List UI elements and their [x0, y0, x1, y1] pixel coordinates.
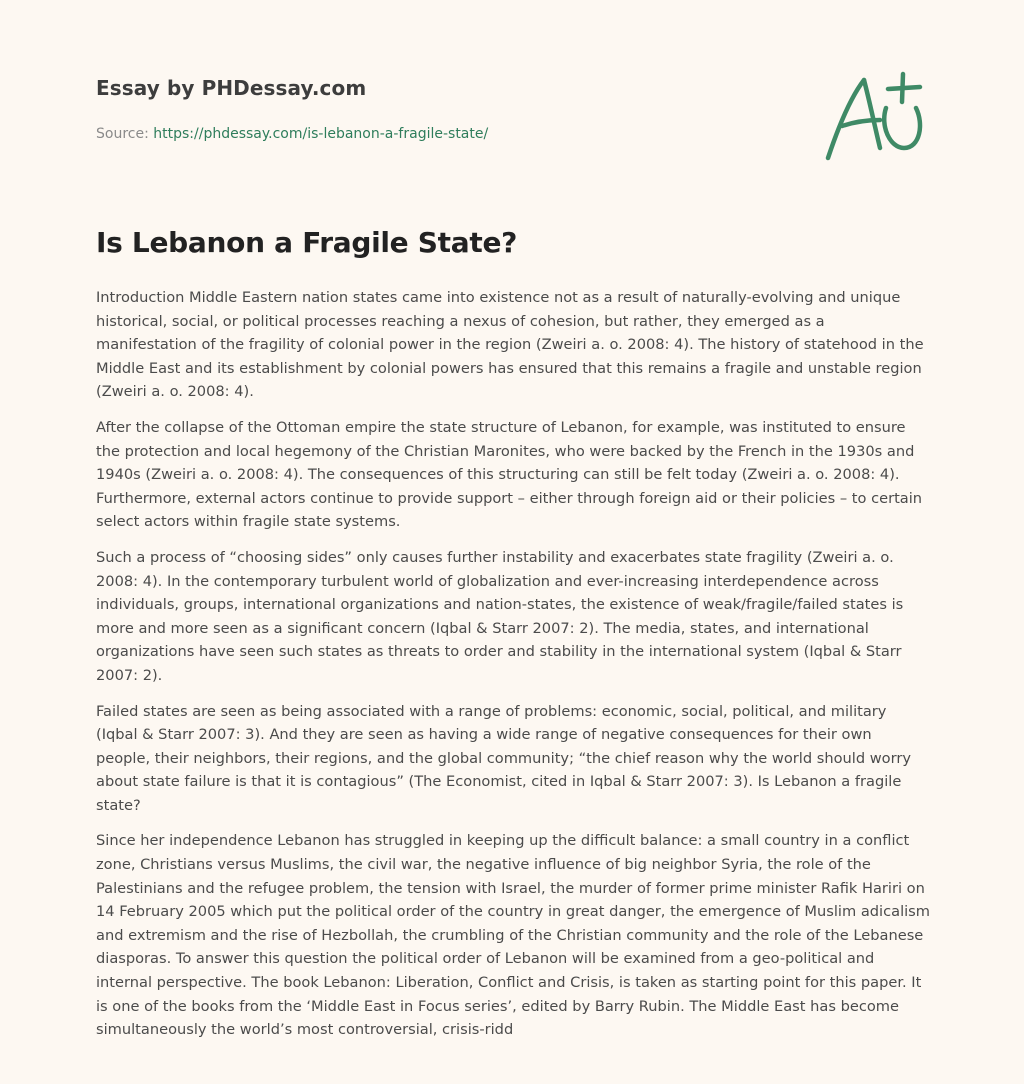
page-header: [96, 76, 696, 142]
essay-paragraph-4: Failed states are seen as being associated with a range of problems: economic, social, political, and military (Iqbal & Starr 2007: 3). And they are seen as having a wide range of negative consequences for their own people, their neighbors, their regions, and the global community; “the chief reason why the world should worry about state failure is that it is contagious” (The Economist, cited in Iqbal & Starr 2007: 3). Is Lebanon a fragile state?: [96, 702, 911, 814]
swoosh-stroke: [884, 108, 920, 148]
site-brand: Essay by PHDessay.com: [96, 76, 367, 100]
source-label: Source:: [96, 126, 154, 142]
essay-body: [96, 286, 930, 1054]
source-line: [96, 126, 696, 142]
essay-paragraph-3: Such a process of “choosing sides” only causes further instability and exacerbates state fragility (Zweiri a. o. 2008: 4). In the contemporary turbulent world of globalization and ever-increasing interdependence across individuals, groups, international organizations and nation-states, the existence of weak/fragile/failed states is more and more seen as a significant concern (Iqbal & Starr 2007: 2). The media, states, and international organizations have seen such states as threats to order and stability in the international system (Iqbal & Starr 2007: 2).: [96, 548, 904, 684]
a-right-stroke: [864, 80, 880, 148]
essay-title: Is Lebanon a Fragile State?: [96, 226, 518, 259]
a-plus-logo-graphic: [820, 68, 930, 168]
essay-paragraph-1: Introduction Middle Eastern nation states came into existence not as a result of naturally-evolving and unique historical, social, or political processes reaching a nexus of cohesion, but rather, they emerged as a manifestation of the fragility of colonial power in the region (Zweiri a. o. 2008: 4). The history of statehood in the Middle East and its establishment by colonial powers has ensured that this remains a fragile and unstable region (Zweiri a. o. 2008: 4).: [96, 289, 924, 401]
source-link[interactable]: https://phdessay.com/is-lebanon-a-fragile-state/: [153, 126, 489, 142]
plus-horizontal: [888, 87, 920, 89]
essay-paragraph-5: Since her independence Lebanon has struggled in keeping up the difficult balance: a small country in a conflict zone, Christians versus Muslims, the civil war, the negative influence of big neighbor Syria, the role of the Palestinians and the refugee problem, the tension with Israel, the murder of former prime minister Rafik Hariri on 14 February 2005 which put the political order of the country in great danger, the emergence of Muslim adicalism and extremism and the rise of Hezbollah, the crumbling of the Christian community and the role of the Lebanese diasporas. To answer this question the political order of Lebanon will be examined from a geo-political and internal perspective. The book Lebanon: Liberation, Conflict and Crisis, is taken as starting point for this paper. It is one of the books from the ‘Middle East in Focus series’, edited by Barry Rubin. The Middle East has become simultaneously the world’s most controversial, crisis-ridd: [96, 832, 930, 1039]
a-left-stroke: [828, 80, 864, 158]
a-plus-grade-icon: [820, 68, 930, 168]
essay-paragraph-2: After the collapse of the Ottoman empire the state structure of Lebanon, for example, was instituted to ensure the protection and local hegemony of the Christian Maronites, who were backed by the French in the 1930s and 1940s (Zweiri a. o. 2008: 4). The consequences of this structuring can still be felt today (Zweiri a. o. 2008: 4). Furthermore, external actors continue to provide support – either through foreign aid or their policies – to certain select actors within fragile state systems.: [96, 418, 923, 531]
